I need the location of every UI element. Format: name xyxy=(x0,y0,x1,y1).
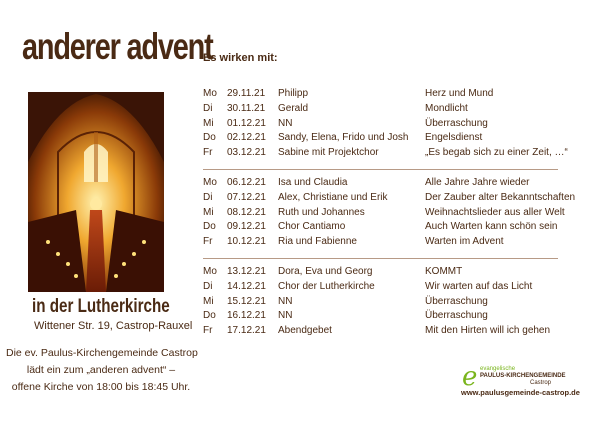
topic: Engelsdienst xyxy=(425,132,483,144)
date: 10.12.21 xyxy=(227,236,266,248)
schedule-row xyxy=(203,236,558,251)
day: Do xyxy=(203,221,216,233)
performer: Gerald xyxy=(278,102,309,114)
schedule-row xyxy=(203,296,558,311)
performer: Philipp xyxy=(278,88,309,99)
day: Mo xyxy=(203,176,217,188)
topic: Der Zauber alter Bekanntschaften xyxy=(425,191,576,203)
date: 07.12.21 xyxy=(227,191,266,203)
invitation-line: Die ev. Paulus-Kirchengemeinde Castrop xyxy=(6,347,198,359)
performer: Chor Cantiamo xyxy=(278,221,346,233)
topic: „Es begab sich zu einer Zeit, …“ xyxy=(425,147,568,159)
performer: Sabine mit Projektchor xyxy=(278,147,379,159)
date: 03.12.21 xyxy=(227,147,266,159)
day: Mo xyxy=(203,88,217,99)
logo-letter: e xyxy=(462,362,478,392)
schedule-row xyxy=(203,281,558,296)
date: 15.12.21 xyxy=(227,295,266,307)
topic: Mondlicht xyxy=(425,102,468,114)
day: Mo xyxy=(203,265,217,277)
performer: NN xyxy=(278,117,293,129)
day: Mi xyxy=(203,117,214,129)
website-link[interactable]: www.paulusgemeinde-castrop.de xyxy=(461,388,580,397)
topic: Mit den Hirten will ich gehen xyxy=(425,325,551,337)
day: Fr xyxy=(203,147,213,159)
schedule-row xyxy=(203,177,558,192)
topic: Herz und Mund xyxy=(425,88,494,99)
church-photo-illustration xyxy=(28,92,164,292)
schedule-row xyxy=(203,206,565,222)
day: Mi xyxy=(203,295,214,307)
performer: Ruth und Johannes xyxy=(278,206,365,218)
schedule-row xyxy=(203,103,558,118)
schedule-row xyxy=(203,310,558,325)
date: 13.12.21 xyxy=(227,265,266,277)
page-title: anderer advent xyxy=(22,26,213,67)
schedule-week xyxy=(203,176,576,251)
schedule-row xyxy=(203,132,558,147)
schedule-week xyxy=(203,88,568,162)
day: Di xyxy=(203,191,213,203)
topic: Wir warten auf das Licht xyxy=(425,280,533,292)
date: 29.11.21 xyxy=(227,88,266,99)
logo-name: PAULUS-KIRCHENGEMEINDE xyxy=(480,373,566,379)
invitation-text xyxy=(6,345,196,396)
date: 09.12.21 xyxy=(227,221,266,233)
day: Mi xyxy=(203,206,214,218)
invitation-line: offene Kirche von 18:00 bis 18:45 Uhr. xyxy=(11,381,191,393)
performer: Alex, Christiane und Erik xyxy=(278,191,388,203)
topic: Auch Warten kann schön sein xyxy=(425,221,558,233)
date: 01.12.21 xyxy=(227,117,266,129)
date: 16.12.21 xyxy=(227,310,266,322)
schedule-row xyxy=(203,266,558,281)
schedule-row xyxy=(203,88,558,103)
church-interior-photo xyxy=(28,92,164,292)
date: 06.12.21 xyxy=(227,176,266,188)
schedule-intro: Es wirken mit: xyxy=(203,52,278,64)
topic: Überraschung xyxy=(425,295,488,307)
performer: Isa und Claudia xyxy=(278,176,348,188)
week-divider xyxy=(203,258,558,259)
performer: NN xyxy=(278,310,293,322)
performer: Dora, Eva und Georg xyxy=(278,265,373,277)
schedule-row xyxy=(203,325,558,340)
day: Fr xyxy=(203,236,213,248)
date: 08.12.21 xyxy=(227,206,266,218)
week-divider xyxy=(203,169,558,170)
date: 14.12.21 xyxy=(227,280,266,292)
logo-city: Castrop xyxy=(530,380,552,386)
performer: Ria und Fabienne xyxy=(278,236,357,248)
invitation-line: lädt ein zum „anderen advent“ – xyxy=(26,364,176,376)
day: Di xyxy=(203,102,213,114)
day: Di xyxy=(203,280,213,292)
topic: Überraschung xyxy=(425,117,488,129)
topic: Alle Jahre Jahre wieder xyxy=(425,176,530,188)
performer: NN xyxy=(278,295,293,307)
church-address: Wittener Str. 19, Castrop-Rauxel xyxy=(34,320,193,332)
performer: Chor der Lutherkirche xyxy=(278,280,375,292)
date: 30.11.21 xyxy=(227,102,266,114)
performer: Abendgebet xyxy=(278,325,332,337)
schedule-row xyxy=(203,147,568,162)
topic: Überraschung xyxy=(425,310,488,322)
schedule-row xyxy=(203,191,576,207)
schedule-week xyxy=(203,266,558,340)
schedule xyxy=(203,88,576,340)
topic: Warten im Advent xyxy=(425,236,504,248)
performer: Sandy, Elena, Frido und Josh xyxy=(278,132,409,144)
logo-subtitle: evangelische xyxy=(480,366,516,372)
date: 02.12.21 xyxy=(227,132,266,144)
day: Fr xyxy=(203,325,213,337)
schedule-row xyxy=(203,118,558,133)
schedule-row xyxy=(203,221,558,236)
topic: KOMMT xyxy=(425,265,463,277)
church-name: in der Lutherkirche xyxy=(32,296,170,317)
date: 17.12.21 xyxy=(227,325,266,337)
day: Do xyxy=(203,132,216,144)
day: Do xyxy=(203,310,216,322)
topic: Weihnachtslieder aus aller Welt xyxy=(425,206,565,218)
